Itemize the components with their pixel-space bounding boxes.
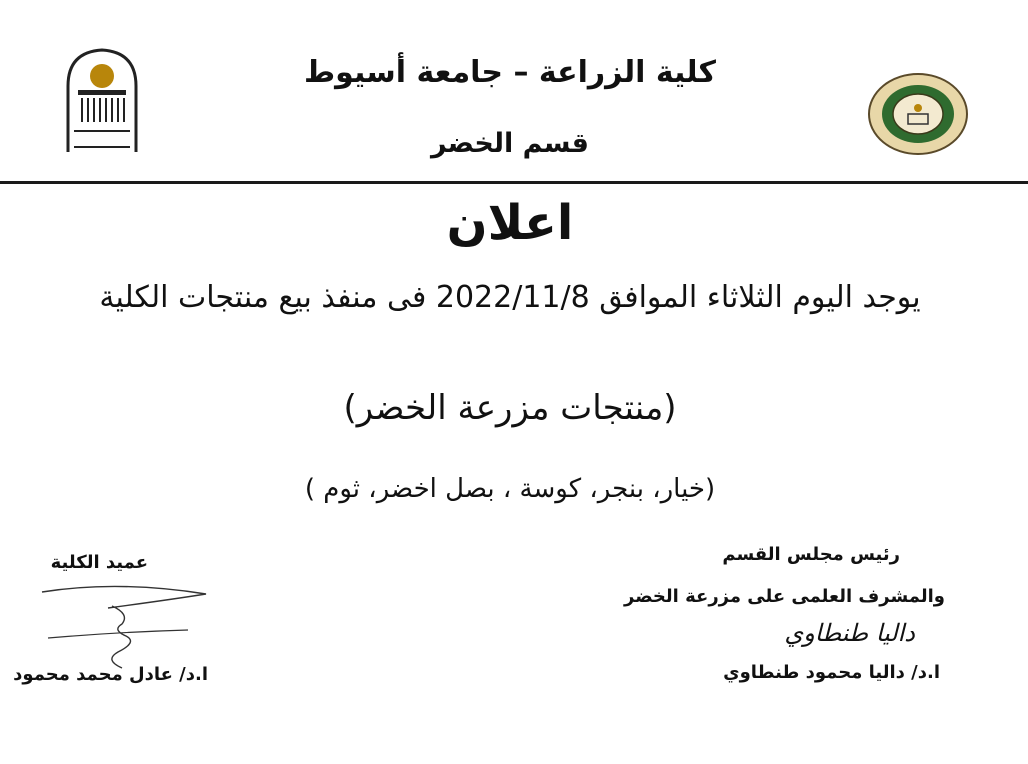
- assiut-university-logo: [58, 46, 146, 154]
- department-head-name: ا.د/ داليا محمود طنطاوي: [723, 662, 940, 683]
- announcement-body: يوجد اليوم الثلاثاء الموافق 2022/11/8 فى منفذ بيع منتجات الكلية: [99, 280, 921, 315]
- department-head-role: رئيس مجلس القسم: [722, 544, 900, 565]
- announcement-title: اعلان: [446, 195, 574, 251]
- dean-name: ا.د/ عادل محمد محمود: [13, 664, 208, 685]
- faculty-of-agriculture-seal: [866, 72, 970, 156]
- farm-supervisor-role: والمشرف العلمى على مزرعة الخضر: [624, 586, 945, 607]
- dean-signature-scribble: [38, 580, 213, 672]
- department-heading: قسم الخضر: [431, 128, 589, 159]
- faculty-heading: كلية الزراعة – جامعة أسيوط: [304, 55, 716, 90]
- header-divider: [0, 181, 1028, 184]
- products-list: (خيار، بنجر، كوسة ، بصل اخضر، ثوم ): [304, 474, 716, 504]
- handwritten-signature-right: داليا طنطاوي: [784, 619, 915, 647]
- dean-role: عميد الكلية: [50, 552, 148, 573]
- products-title: (منتجات مزرعة الخضر): [343, 388, 677, 428]
